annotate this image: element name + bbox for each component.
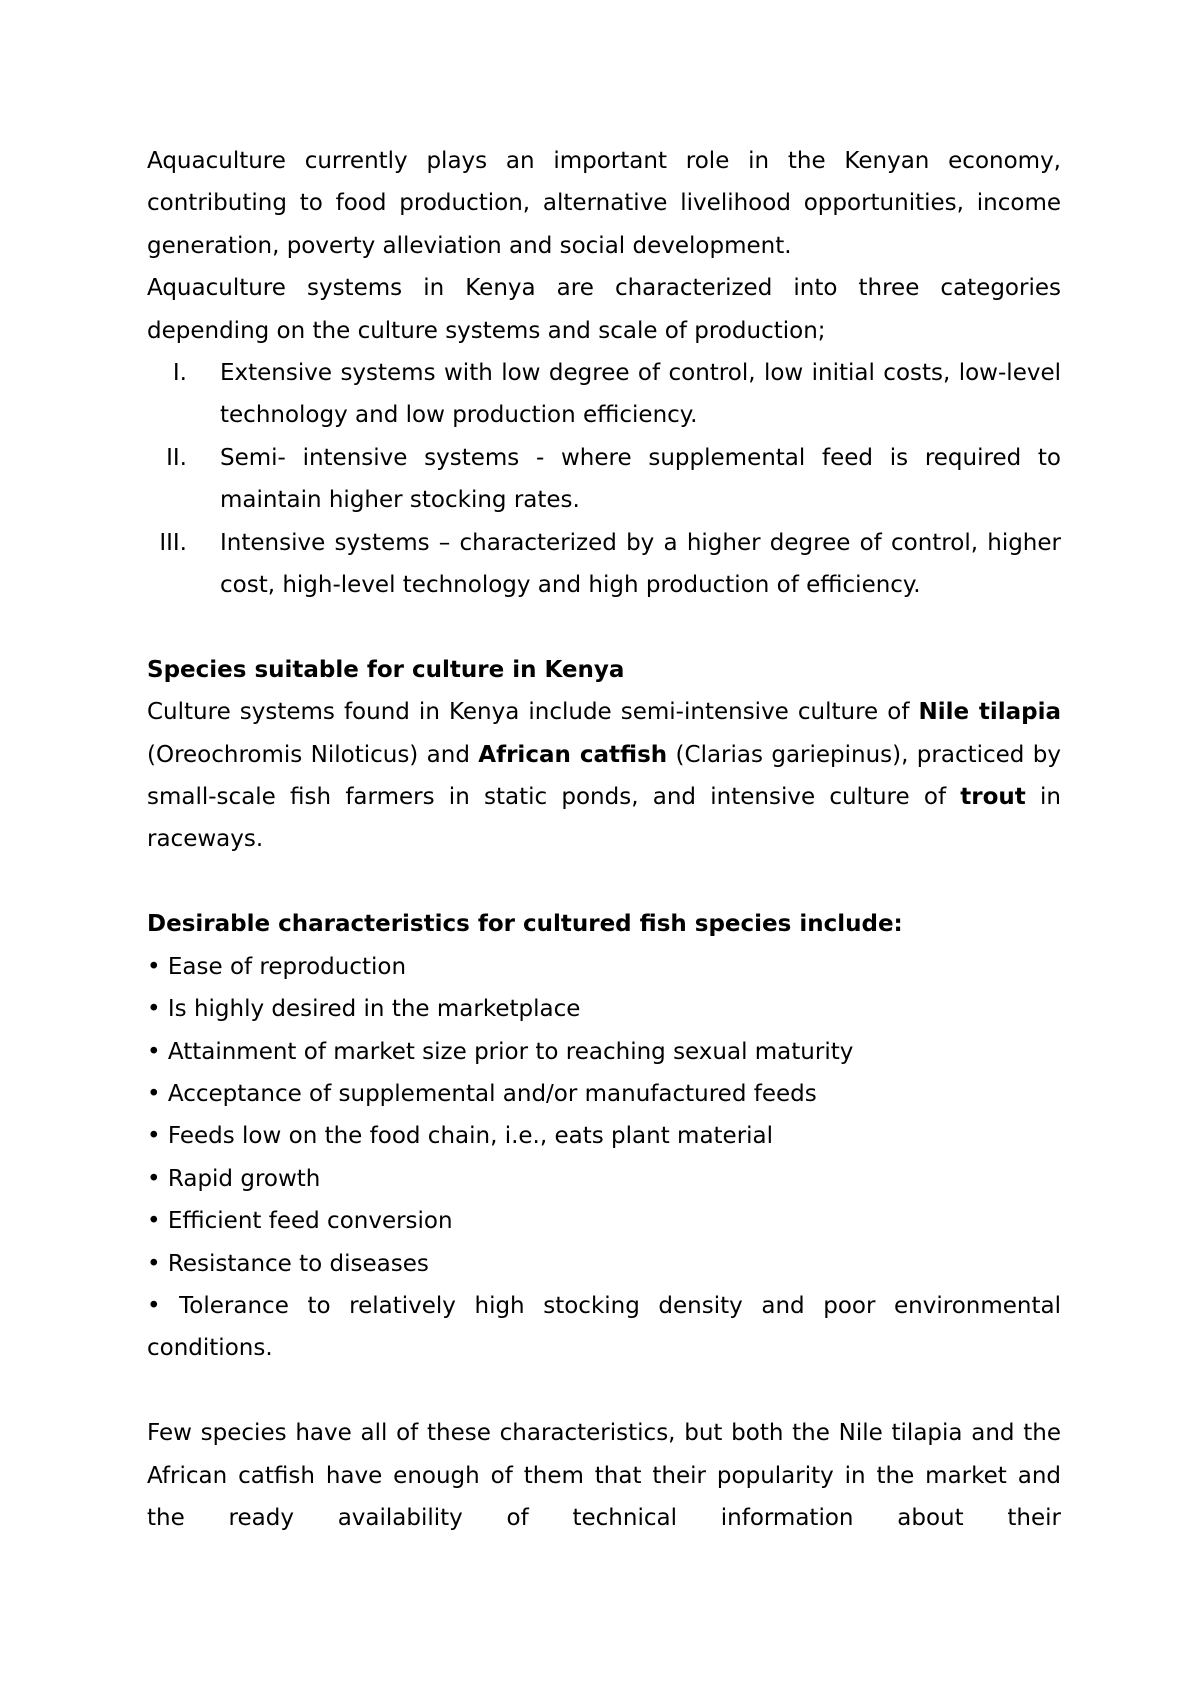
list-item [147, 522, 1061, 607]
list-item-number: I. [172, 360, 187, 387]
document-body [147, 140, 1061, 1539]
species-heading: Species suitable for culture in Kenya [147, 656, 625, 683]
list-item-text: Semi- intensive systems - where supplemental feed is required to maintain higher stocking rates. [220, 444, 1061, 514]
species-text-3: (Clarias gariepinus), practiced by small-scale fish farmers in static ponds, and intensive culture of [147, 741, 1061, 811]
characteristics-list [147, 946, 1061, 1370]
list-item-number: II. [166, 444, 187, 471]
species-paragraph [147, 691, 1061, 861]
characteristics-heading: Desirable characteristics for cultured fish species include: [147, 911, 903, 938]
list-item: • Is highly desired in the marketplace [147, 996, 581, 1023]
species-text-1: Culture systems found in Kenya include semi-intensive culture of [147, 699, 919, 726]
intro-paragraph-2: Aquaculture systems in Kenya are characterized into three categories depending on the culture systems and scale of production; [147, 275, 1061, 344]
list-item-text: Extensive systems with low degree of control, low initial costs, low-level technology and low production efficiency. [220, 360, 1061, 429]
aquaculture-systems-list [147, 352, 1061, 606]
list-item: • Acceptance of supplemental and/or manufactured feeds [147, 1080, 817, 1107]
list-item: • Tolerance to relatively high stocking density and poor environmental conditions. [147, 1292, 1061, 1362]
species-text-2: (Oreochromis Niloticus) and [147, 741, 479, 768]
species-text-4: in raceways. [147, 784, 1061, 853]
species-african-catfish: African catfish [478, 741, 668, 768]
list-item [147, 437, 1061, 522]
list-item: • Feeds low on the food chain, i.e., eats plant material [147, 1123, 774, 1150]
list-item: • Efficient feed conversion [147, 1208, 453, 1235]
spacer [147, 606, 1061, 648]
intro-paragraph-1: Aquaculture currently plays an important role in the Kenyan economy, contributing to food production, alternative livelihood opportunities, income generation, poverty alleviation and social development. [147, 148, 1061, 259]
species-nile-tilapia: Nile tilapia [918, 699, 1061, 726]
closing-paragraph: Few species have all of these characteristics, but both the Nile tilapia and the African catfish have enough of them that their popularity in the market and the ready availability of technical information about their [147, 1420, 1061, 1531]
species-trout: trout [960, 784, 1026, 811]
spacer [147, 861, 1061, 903]
list-item [147, 352, 1061, 437]
list-item: • Rapid growth [147, 1165, 321, 1192]
list-item: • Attainment of market size prior to reaching sexual maturity [147, 1038, 854, 1065]
list-item-number: III. [159, 529, 187, 556]
list-item-text: Intensive systems – characterized by a higher degree of control, higher cost, high-level technology and high production of efficiency. [220, 529, 1061, 599]
list-item: • Ease of reproduction [147, 953, 407, 980]
spacer [147, 1370, 1061, 1412]
list-item: • Resistance to diseases [147, 1250, 429, 1277]
